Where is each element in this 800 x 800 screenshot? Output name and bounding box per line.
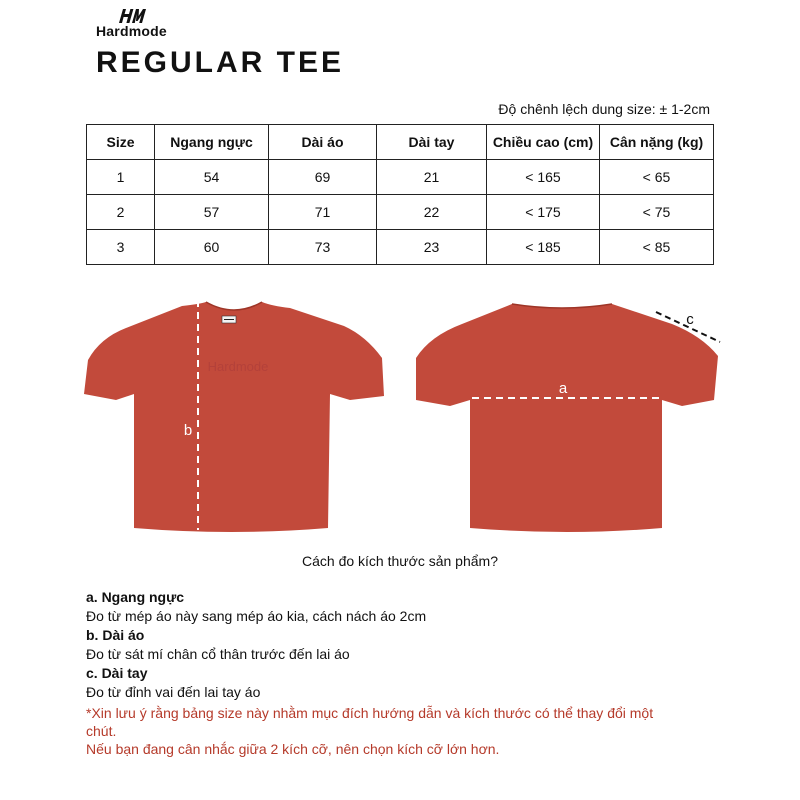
cell-size: 2	[87, 195, 155, 230]
size-chart-table	[86, 124, 714, 265]
measurement-b-desc: Đo từ sát mí chân cổ thân trước đến lai áo	[86, 646, 350, 662]
header-sleeve-length: Dài tay	[377, 125, 487, 160]
hardmode-logo-mark	[116, 8, 148, 24]
size-tolerance-note: Độ chênh lệch dung size: ± 1-2cm	[498, 101, 710, 117]
cell-weight: < 85	[600, 230, 714, 265]
cell-height: < 165	[487, 160, 600, 195]
cell-sleeve-length: 23	[377, 230, 487, 265]
cell-height: < 185	[487, 230, 600, 265]
disclaimer-line-1: *Xin lưu ý rằng bảng size này nhằm mục đích hướng dẫn và kích thước có thể thay đổi một chút.	[86, 705, 654, 739]
cell-sleeve-length: 22	[377, 195, 487, 230]
cell-size: 1	[87, 160, 155, 195]
label-c: c	[686, 311, 694, 328]
cell-weight: < 75	[600, 195, 714, 230]
cell-sleeve-length: 21	[377, 160, 487, 195]
size-disclaimer	[86, 704, 686, 758]
brand-name: Hardmode	[96, 23, 167, 39]
table-row	[87, 160, 714, 195]
table-row	[87, 195, 714, 230]
header-chest-width: Ngang ngực	[155, 125, 269, 160]
cell-chest-width: 60	[155, 230, 269, 265]
measurement-b-title: b. Dài áo	[86, 627, 145, 643]
measurement-a-title: a. Ngang ngực	[86, 589, 185, 605]
disclaimer-line-2: Nếu bạn đang cân nhắc giữa 2 kích cỡ, nên chọn kích cỡ lớn hơn.	[86, 741, 500, 757]
measurement-instructions	[86, 588, 686, 702]
measurement-c-desc: Đo từ đỉnh vai đến lai tay áo	[86, 684, 261, 700]
brand-logo	[96, 8, 166, 39]
cell-shirt-length: 69	[269, 160, 377, 195]
cell-height: < 175	[487, 195, 600, 230]
cell-size: 3	[87, 230, 155, 265]
cell-chest-width: 54	[155, 160, 269, 195]
tshirt-front-diagram	[82, 296, 386, 536]
cell-shirt-length: 71	[269, 195, 377, 230]
measurement-a-desc: Đo từ mép áo này sang mép áo kia, cách nách áo 2cm	[86, 608, 427, 624]
header-shirt-length: Dài áo	[269, 125, 377, 160]
label-b: b	[183, 422, 193, 439]
product-title: REGULAR TEE	[96, 46, 345, 79]
header-height: Chiều cao (cm)	[487, 125, 600, 160]
cell-shirt-length: 73	[269, 230, 377, 265]
tshirt-back-diagram	[412, 296, 724, 536]
table-row	[87, 230, 714, 265]
cell-chest-width: 57	[155, 195, 269, 230]
table-header-row	[87, 125, 714, 160]
tshirt-back-body	[416, 304, 718, 532]
measurement-c-title: c. Dài tay	[86, 665, 148, 681]
header-weight: Cân nặng (kg)	[600, 125, 714, 160]
measure-caption: Cách đo kích thước sản phẩm?	[302, 553, 498, 569]
cell-weight: < 65	[600, 160, 714, 195]
label-a: a	[558, 380, 568, 397]
header-size: Size	[87, 125, 155, 160]
tshirt-front-body	[84, 302, 384, 532]
chest-print: Hardmode	[207, 359, 269, 374]
